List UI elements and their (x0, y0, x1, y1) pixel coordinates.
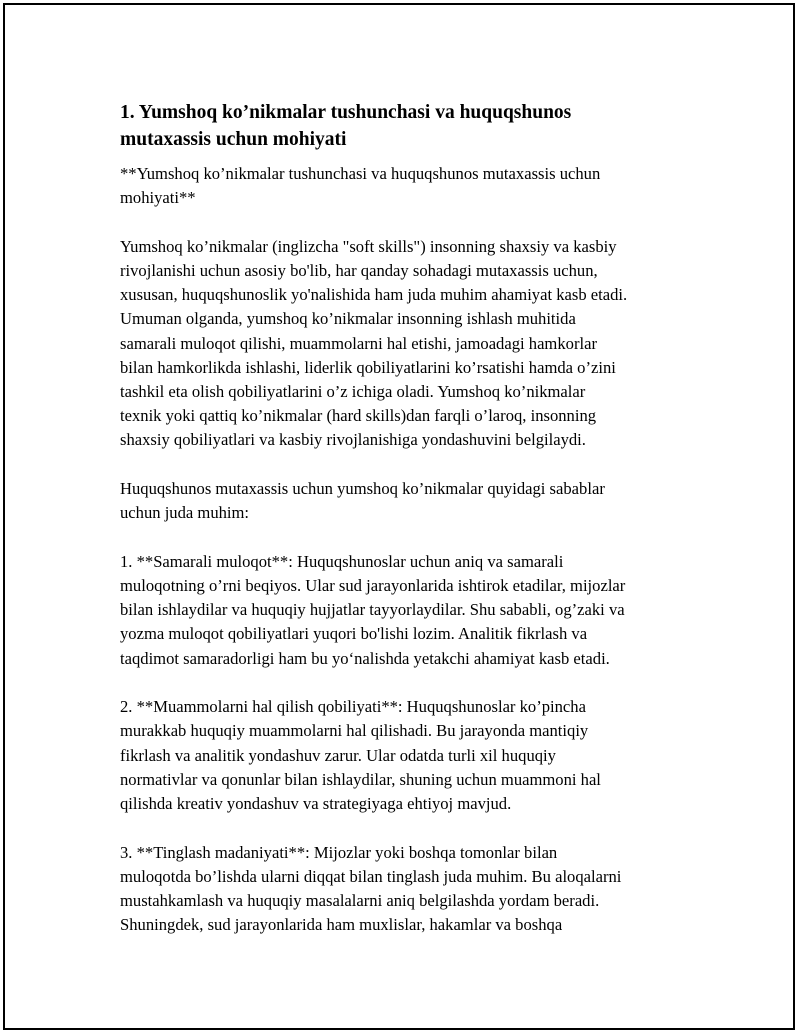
document-body (120, 99, 680, 937)
lead-in-paragraph: Huquqshunos mutaxassis uchun yumshoq ko’nikmalar quyidagi sabablar uchun juda muhim: (120, 479, 605, 523)
list-item-problem-solving: 2. **Muammolarni hal qilish qobiliyati**: Huquqshunoslar ko’pincha murakkab huquqiy muammolarni hal qilishadi. Bu jarayonda mantiqiy fikrlash va analitik yondashuv zarur. Ular odatda turli xil huquqiy normativlar va qonunlar bilan ishlaydilar, shuning uchun muammoni hal qilishda kreativ yondashuv va strategiyaga ehtiyoj mavjud. (120, 697, 601, 814)
intro-paragraph: Yumshoq ko’nikmalar (inglizcha "soft skills") insonning shaxsiy va kasbiy rivojlanishi uchun asosiy bo'lib, har qanday sohadagi mutaxassis uchun, xususan, huquqshunoslik yo'nalishida ham juda muhim ahamiyat kasb etadi. Umuman olganda, yumshoq ko’nikmalar insonning ishlash muhitida samarali muloqot qilishi, muammolarni hal etishi, jamoadagi hamkorlar bilan hamkorlikda ishlashi, liderlik qobiliyatlarini ko’rsatishi hamda o’zini tashkil eta olish qobiliyatlarini o’z ichiga oladi. Yumshoq ko’nikmalar texnik yoki qattiq ko’nikmalar (hard skills)dan farqli o’laroq, insonning shaxsiy qobiliyatlari va kasbiy rivojlanishiga yondashuvini belgilaydi. (120, 236, 628, 450)
document-page (3, 3, 795, 1030)
list-item-listening: 3. **Tinglash madaniyati**: Mijozlar yoki boshqa tomonlar bilan muloqotda bo’lishda ularni diqqat bilan tinglash juda muhim. Bu aloqalarni mustahkamlash va huquqiy masalalarni aniq belgilashda yordam beradi. Shuningdek, sud jarayonlarida ham muxlislar, hakamlar va boshqa (120, 842, 622, 935)
section-heading: 1. Yumshoq ko’nikmalar tushunchasi va huquqshunos mutaxassis uchun mohiyati (120, 102, 572, 150)
list-item-communication: 1. **Samarali muloqot**: Huquqshunoslar uchun aniq va samarali muloqotning o’rni beqiyos. Ular sud jarayonlarida ishtirok etadilar, mijozlar bilan ishlaydilar va huquqiy hujjatlar tayyorlaydilar. Shu sababli, og’zaki va yozma muloqot qobiliyatlari yuqori bo'lishi lozim. Analitik fikrlash va taqdimot samaradorligi ham bu yo‘nalishda yetakchi ahamiyat kasb etadi. (120, 551, 626, 668)
bold-title-paragraph: **Yumshoq ko’nikmalar tushunchasi va huquqshunos mutaxassis uchun mohiyati** (120, 164, 601, 208)
